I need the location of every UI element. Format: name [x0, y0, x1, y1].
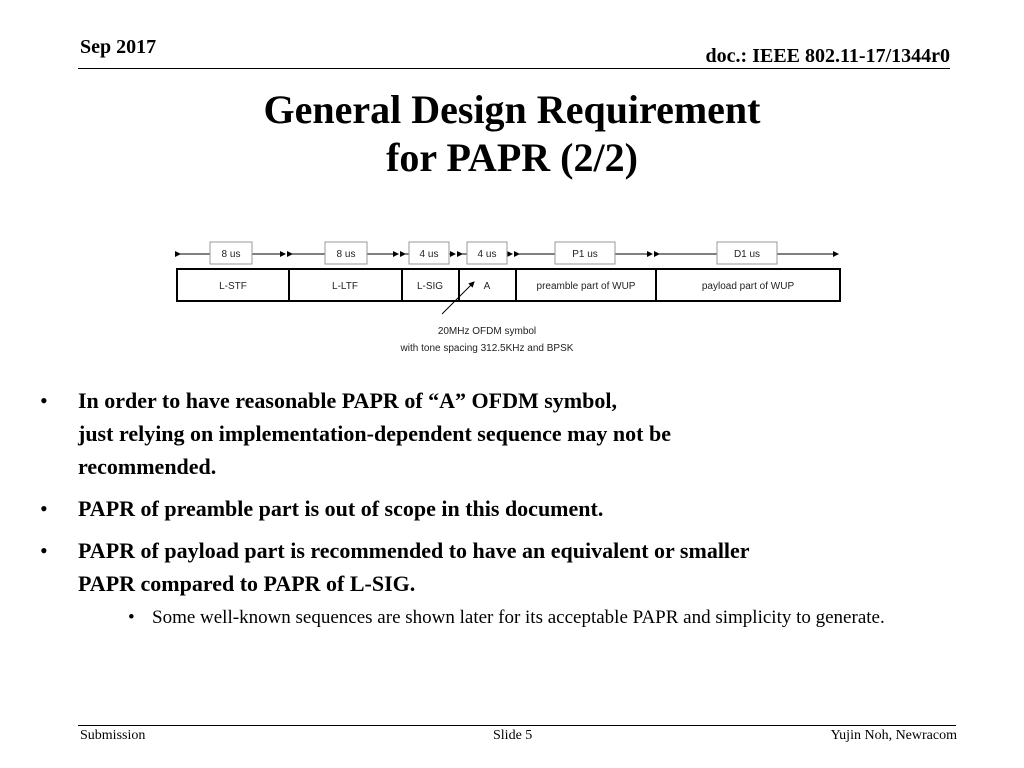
bullet-glyph: •	[40, 388, 48, 413]
footer-author: Yujin Noh, Newracom	[830, 728, 957, 743]
duration-label: P1 us	[572, 249, 598, 260]
duration-label: D1 us	[733, 249, 761, 260]
header-divider	[78, 68, 950, 69]
annotation-line-2: with tone spacing 312.5KHz and BPSK	[400, 343, 574, 354]
field-label: preamble part of WUP	[536, 281, 636, 292]
slide-title	[0, 86, 1024, 182]
bullet-list	[40, 384, 970, 633]
bullet-text-line: PAPR compared to PAPR of L-SIG.	[78, 571, 416, 596]
title-line-2: for PAPR (2/2)	[386, 135, 638, 180]
bullet-glyph: •	[40, 496, 48, 521]
bullet-item	[40, 384, 970, 483]
field-label: payload part of WUP	[701, 281, 795, 292]
title-line-1: General Design Requirement	[263, 87, 761, 132]
duration-label: 4 us	[419, 249, 439, 260]
bullet-text-line: PAPR of payload part is recommended to have an equivalent or smaller	[78, 538, 750, 563]
bullet-text-line: recommended.	[78, 454, 217, 479]
duration-label: 8 us	[221, 249, 241, 260]
header-doc-id: doc.: IEEE 802.11-17/1344r0	[705, 45, 950, 67]
duration-label: 4 us	[477, 249, 497, 260]
bullet-glyph: •	[40, 538, 48, 563]
bullet-text-line: PAPR of preamble part is out of scope in this document.	[78, 496, 604, 521]
sub-bullet-item	[122, 602, 970, 633]
field-label: A	[483, 281, 491, 292]
footer-submission: Submission	[80, 728, 146, 743]
bullet-glyph: •	[128, 607, 135, 628]
duration-label: 8 us	[336, 249, 356, 260]
header-date: Sep 2017	[80, 36, 157, 58]
annotation-line-1: 20MHz OFDM symbol	[437, 326, 537, 337]
duration-labels	[210, 242, 777, 264]
footer-slide-number: Slide 5	[493, 728, 533, 743]
sub-bullet-text: Some well-known sequences are shown later for its acceptable PAPR and simplicity to generate.	[152, 607, 885, 628]
bullet-item	[40, 492, 970, 525]
bullet-text-line: just relying on implementation-dependent sequence may not be	[78, 421, 671, 446]
bullet-item	[40, 534, 970, 600]
frame-structure-diagram	[150, 232, 870, 362]
field-label: L-SIG	[416, 281, 444, 292]
field-label: L-STF	[219, 281, 247, 292]
footer-divider	[78, 725, 956, 726]
bullet-text-line: In order to have reasonable PAPR of “A” OFDM symbol,	[78, 388, 617, 413]
field-label: L-LTF	[332, 281, 358, 292]
